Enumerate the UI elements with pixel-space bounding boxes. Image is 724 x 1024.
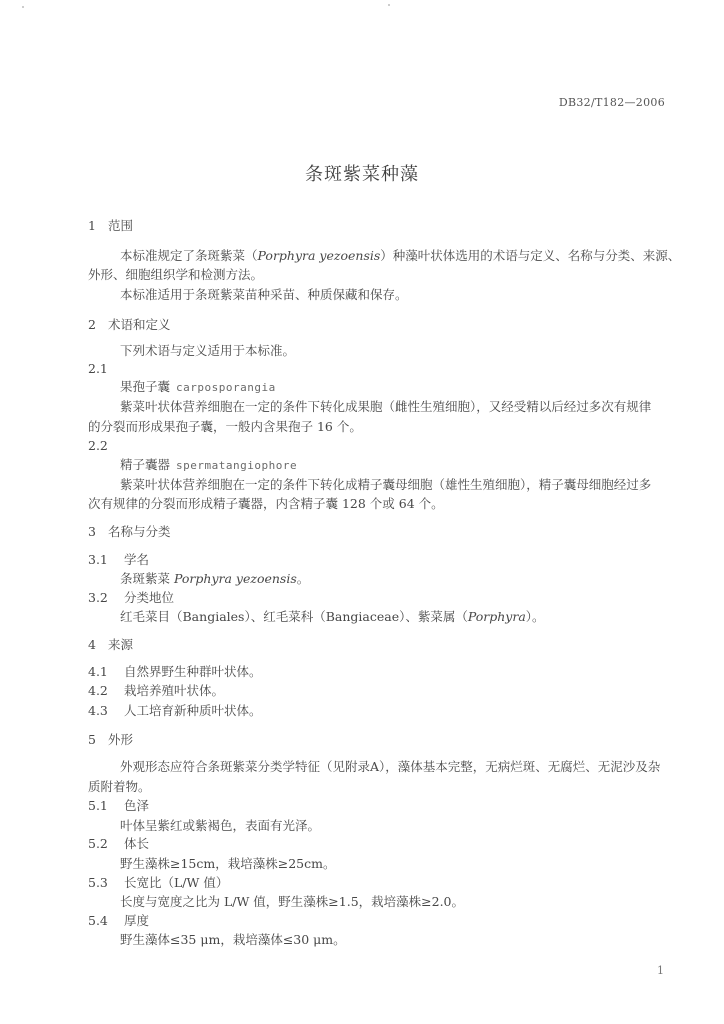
subsection-heading xyxy=(88,590,174,606)
section-title: 术语和定义 xyxy=(107,317,171,332)
page-title: 条斑紫菜种藻 xyxy=(305,164,419,185)
scope-paragraph-line: 外形、细胞组织学和检测方法。 xyxy=(88,267,264,282)
text-run: ）。 xyxy=(525,609,545,624)
section-number: 2 xyxy=(88,317,96,332)
latin-name: Porphyra xyxy=(467,609,526,624)
scan-speck xyxy=(388,4,390,6)
item-number: 4.3 xyxy=(88,703,108,718)
subsection-number: 5.2 xyxy=(88,836,108,851)
subsection-heading xyxy=(88,798,149,814)
term-english: carposporangia xyxy=(176,381,276,394)
section-title: 名称与分类 xyxy=(107,524,171,539)
subsection-text: 野生藻株≥15cm，栽培藻株≥25cm。 xyxy=(120,856,336,871)
page-number: 1 xyxy=(657,964,664,977)
appearance-paragraph-line: 质附着物。 xyxy=(88,779,151,794)
appearance-paragraph-line: 外观形态应符合条斑紫菜分类学特征（见附录A），藻体基本完整，无病烂斑、无腐烂、无泥沙及杂 xyxy=(120,759,661,774)
section-number: 5 xyxy=(88,732,96,747)
subsection-number: 5.4 xyxy=(88,913,108,928)
section-number: 4 xyxy=(88,637,96,652)
subsection-number: 5.3 xyxy=(88,875,108,890)
subsection-heading xyxy=(88,875,228,891)
scientific-name xyxy=(120,571,309,587)
section-3-heading xyxy=(88,524,170,540)
item-text: 自然界野生种群叶状体。 xyxy=(124,664,262,679)
term-definition-line: 次有规律的分裂而形成精子囊器，内含精子囊 128 个或 64 个。 xyxy=(88,496,444,511)
term-definition-line: 紫菜叶状体营养细胞在一定的条件下转化成果胞（雌性生殖细胞），又经受精以后经过多次有规律 xyxy=(120,399,652,414)
section-title: 范围 xyxy=(107,218,133,233)
scope-applicability: 本标准适用于条斑紫菜苗种采苗、种质保藏和保存。 xyxy=(120,287,408,302)
item-text: 人工培育新种质叶状体。 xyxy=(124,703,262,718)
subsection-heading xyxy=(88,836,149,852)
scan-speck xyxy=(22,6,24,8)
terms-intro: 下列术语与定义适用于本标准。 xyxy=(120,343,296,358)
item-text: 栽培养殖叶状体。 xyxy=(124,683,225,698)
section-4-heading xyxy=(88,637,133,653)
term-name: 果孢子囊 xyxy=(120,379,171,394)
term-name: 精子囊器 xyxy=(120,457,171,472)
section-title: 外形 xyxy=(107,732,133,747)
section-number: 3 xyxy=(88,524,96,539)
subsection-title: 长宽比（L/W 值） xyxy=(124,875,229,890)
subsection-text: 长度与宽度之比为 L/W 值，野生藻株≥1.5，栽培藻株≥2.0。 xyxy=(120,894,465,909)
term-number: 2.1 xyxy=(88,361,108,376)
item-number: 4.2 xyxy=(88,683,108,698)
taxonomy-line xyxy=(120,609,545,625)
subsection-number: 5.1 xyxy=(88,798,108,813)
subsection-heading xyxy=(88,913,149,929)
document-code: DB32/T182—2006 xyxy=(558,96,665,109)
term-english: spermatangiophore xyxy=(176,459,298,472)
scope-paragraph-line xyxy=(120,248,680,264)
subsection-number: 3.2 xyxy=(88,590,108,605)
subsection-title: 学名 xyxy=(124,552,150,567)
term-entry xyxy=(120,457,297,474)
text-run: 本标准规定了条斑紫菜（ xyxy=(120,248,258,263)
source-item xyxy=(88,683,224,699)
text-run: 。 xyxy=(296,571,310,586)
term-number: 2.2 xyxy=(88,438,108,453)
latin-name: Porphyra yezoensis xyxy=(257,248,381,263)
latin-name: Porphyra yezoensis xyxy=(173,571,297,586)
source-item xyxy=(88,664,262,680)
term-definition-line: 的分裂而形成果孢子囊，一般内含果孢子 16 个。 xyxy=(88,419,362,434)
section-title: 来源 xyxy=(107,637,133,652)
subsection-text: 叶体呈紫红或紫褐色，表面有光泽。 xyxy=(120,818,321,833)
term-definition-line: 紫菜叶状体营养细胞在一定的条件下转化成精子囊母细胞（雄性生殖细胞），精子囊母细胞经过多 xyxy=(120,477,652,492)
subsection-number: 3.1 xyxy=(88,552,108,567)
subsection-title: 分类地位 xyxy=(124,590,175,605)
text-run: 红毛菜目（Bangiales）、红毛菜科（Bangiaceae）、紫菜属（ xyxy=(120,609,468,624)
subsection-title: 体长 xyxy=(124,836,150,851)
subsection-title: 色泽 xyxy=(124,798,150,813)
term-entry xyxy=(120,379,276,396)
section-5-heading xyxy=(88,732,133,748)
section-number: 1 xyxy=(88,218,96,233)
item-number: 4.1 xyxy=(88,664,108,679)
text-run: 条斑紫菜 xyxy=(120,571,174,586)
section-1-heading xyxy=(88,218,133,234)
source-item xyxy=(88,703,262,719)
subsection-text: 野生藻体≤35 μm，栽培藻体≤30 μm。 xyxy=(120,932,346,947)
text-run: ）种藻叶状体选用的术语与定义、名称与分类、来源、 xyxy=(380,248,681,263)
section-2-heading xyxy=(88,317,170,333)
subsection-heading xyxy=(88,552,149,568)
subsection-title: 厚度 xyxy=(124,913,150,928)
